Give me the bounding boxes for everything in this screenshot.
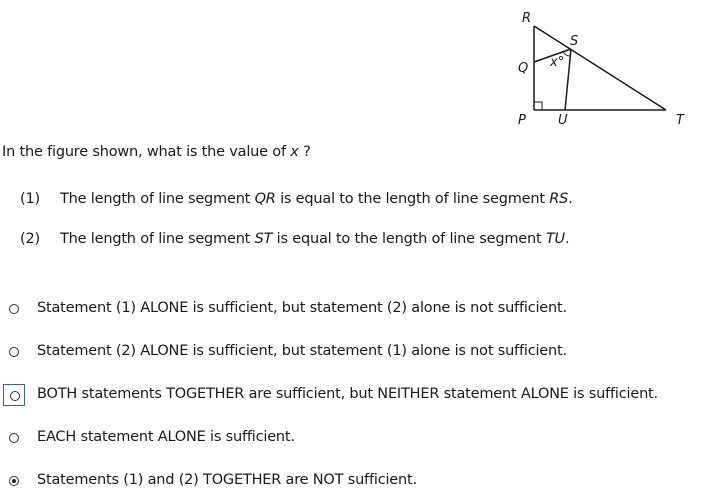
radio-button[interactable] (10, 391, 20, 401)
statement-text: is equal to the length of line segment (275, 191, 550, 207)
radio-button[interactable] (9, 433, 19, 443)
statement-text: . (568, 191, 573, 207)
statement-text: . (564, 231, 570, 247)
question-text (2, 144, 311, 160)
choice-label[interactable]: Statement (1) ALONE is sufficient, but statement (2) alone is not sufficient. (37, 300, 567, 316)
segment-name: ST (254, 231, 273, 247)
segment-name: QR (254, 191, 276, 207)
radio-container-focused[interactable] (3, 384, 25, 406)
label-s: S (570, 34, 579, 49)
label-p: P (518, 113, 526, 128)
statement-text: The length of line segment (60, 231, 255, 247)
statement-2 (20, 231, 569, 247)
radio-button-selected[interactable] (9, 476, 19, 486)
radio-container[interactable] (3, 298, 25, 320)
right-angle-marker (534, 102, 542, 110)
geometry-figure (500, 6, 700, 132)
label-u: U (558, 113, 568, 128)
statement-text: is equal to the length of line segment (272, 231, 546, 247)
segment-su (565, 49, 571, 110)
question-variable: x (290, 144, 299, 160)
label-q: Q (518, 61, 529, 76)
label-x-angle: x° (550, 55, 565, 70)
segment-name: TU (545, 231, 565, 247)
question-suffix: ? (298, 144, 311, 160)
answer-choice-d[interactable] (0, 427, 700, 453)
answer-choice-e[interactable] (0, 470, 700, 496)
statement-1 (20, 191, 573, 207)
label-r: R (522, 11, 532, 26)
choice-label[interactable]: BOTH statements TOGETHER are sufficient, but NEITHER statement ALONE is sufficient. (37, 386, 658, 402)
label-t: T (676, 113, 684, 128)
segment-name: RS (549, 191, 569, 207)
question-prefix: In the figure shown, what is the value of (2, 144, 291, 160)
choice-label[interactable]: Statements (1) and (2) TOGETHER are NOT sufficient. (37, 472, 417, 488)
choice-label[interactable]: EACH statement ALONE is sufficient. (37, 429, 295, 445)
radio-container[interactable] (3, 427, 25, 449)
statement-text: The length of line segment (60, 191, 255, 207)
answer-choice-b[interactable] (0, 341, 700, 367)
choice-label[interactable]: Statement (2) ALONE is sufficient, but statement (1) alone is not sufficient. (37, 343, 567, 359)
radio-container[interactable] (3, 341, 25, 363)
radio-button[interactable] (9, 347, 19, 357)
statement-number: (1) (20, 191, 40, 207)
triangle-diagram (500, 6, 700, 132)
statement-number: (2) (20, 231, 40, 247)
answer-choice-c[interactable] (0, 384, 700, 410)
radio-button[interactable] (9, 304, 19, 314)
answer-choice-a[interactable] (0, 298, 700, 324)
radio-container[interactable] (3, 470, 25, 492)
